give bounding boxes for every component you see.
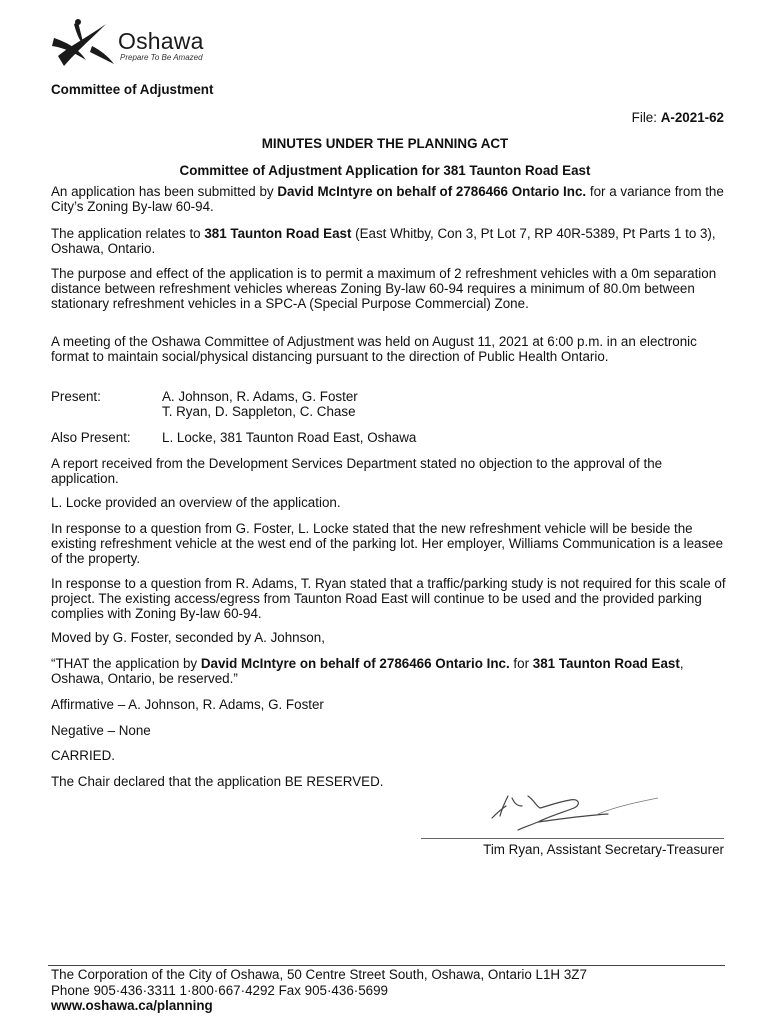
text-segment: , Oshawa, Ontario, be reserved.” [51, 656, 684, 686]
logo-wordmark: Oshawa [118, 28, 204, 54]
paragraph-question-adams: In response to a question from R. Adams, T. Ryan stated that a traffic/parking study is not required for this scale of project. The existing access/egress from Taunton Road East will continue to be used and the provided parking complies with Zoning By-law 60-94. [51, 576, 726, 621]
footer-contact: Phone 905·436·3311 1·800·667·4292 Fax 905·436·5699 [51, 982, 389, 998]
paragraph-question-foster: In response to a question from G. Foster, L. Locke stated that the new refreshment vehicle will be beside the existing refreshment vehicle at the west end of the parking lot. Her employer, Williams Communication is a leasee of the property. [51, 521, 724, 566]
footer-website-link[interactable]: www.oshawa.ca/planning [51, 998, 213, 1013]
handwritten-signature [478, 784, 668, 836]
oshawa-logo [48, 16, 238, 76]
logo-tagline: Prepare To Be Amazed [120, 53, 203, 62]
vote-affirmative: Affirmative – A. Johnson, R. Adams, G. Foster [51, 697, 324, 712]
paragraph-moved: Moved by G. Foster, seconded by A. Johnson, [51, 630, 325, 645]
signatory-name: Tim Ryan, Assistant Secretary-Treasurer [483, 842, 724, 857]
paragraph-motion [51, 656, 731, 686]
paragraph-report: A report received from the Development Services Department stated no objection to the approval of the application. [51, 456, 663, 486]
document-subtitle: Committee of Adjustment Application for 381 Taunton Road East [179, 163, 591, 178]
oshawa-star-icon [48, 16, 118, 76]
vote-negative: Negative – None [51, 723, 151, 738]
text-segment: (East Whitby, Con 3, Pt Lot 7, RP 40R-5389, Pt Parts 1 to 3), Oshawa, Ontario. [51, 226, 716, 256]
paragraph-application [51, 184, 731, 214]
present-line-2: T. Ryan, D. Sappleton, C. Chase [162, 404, 356, 419]
also-present-label: Also Present: [51, 430, 131, 445]
text-segment: An application has been submitted by [51, 184, 278, 199]
paragraph-purpose: The purpose and effect of the application is to permit a maximum of 2 refreshment vehicles with a 0m separation distance between refreshment vehicles whereas Zoning By-law 60-94 requires a minimum of 80.0m between stationary refreshment vehicles in a SPC-A (Special Purpose Commercial) Zone. [51, 266, 717, 311]
footer [51, 967, 587, 1014]
footer-divider [48, 965, 725, 966]
footer-address: The Corporation of the City of Oshawa, 50 Centre Street South, Oshawa, Ontario L1H 3Z7 [51, 967, 587, 982]
signature-line [421, 838, 724, 839]
text-segment: “THAT the application by [51, 656, 201, 671]
paragraph-meeting: A meeting of the Oshawa Committee of Adjustment was held on August 11, 2021 at 6:00 p.m. in an electronic format to maintain social/physical distancing pursuant to the direction of Public Health Ontario. [51, 334, 697, 364]
committee-heading: Committee of Adjustment [51, 82, 214, 97]
file-number-line [632, 110, 724, 125]
present-line-1: A. Johnson, R. Adams, G. Foster [162, 389, 358, 404]
text-segment: for a variance from the City’s Zoning By-law 60-94. [51, 184, 724, 214]
property-address: 381 Taunton Road East [532, 656, 680, 671]
applicant-name: David McIntyre on behalf of 2786466 Ontario Inc. [200, 656, 510, 671]
document-title: MINUTES UNDER THE PLANNING ACT [261, 136, 509, 151]
applicant-name: David McIntyre on behalf of 2786466 Ontario Inc. [277, 184, 587, 199]
text-segment: The application relates to [51, 226, 205, 241]
property-address: 381 Taunton Road East [204, 226, 352, 241]
motion-carried: CARRIED. [51, 748, 115, 763]
also-present-names: L. Locke, 381 Taunton Road East, Oshawa [162, 430, 417, 445]
paragraph-property [51, 226, 731, 256]
file-label: File: [631, 110, 657, 125]
chair-declaration: The Chair declared that the application BE RESERVED. [51, 774, 384, 789]
text-segment: for [509, 656, 533, 671]
paragraph-overview: L. Locke provided an overview of the application. [51, 495, 341, 510]
file-number: A-2021-62 [660, 110, 724, 125]
present-label: Present: [51, 389, 101, 404]
